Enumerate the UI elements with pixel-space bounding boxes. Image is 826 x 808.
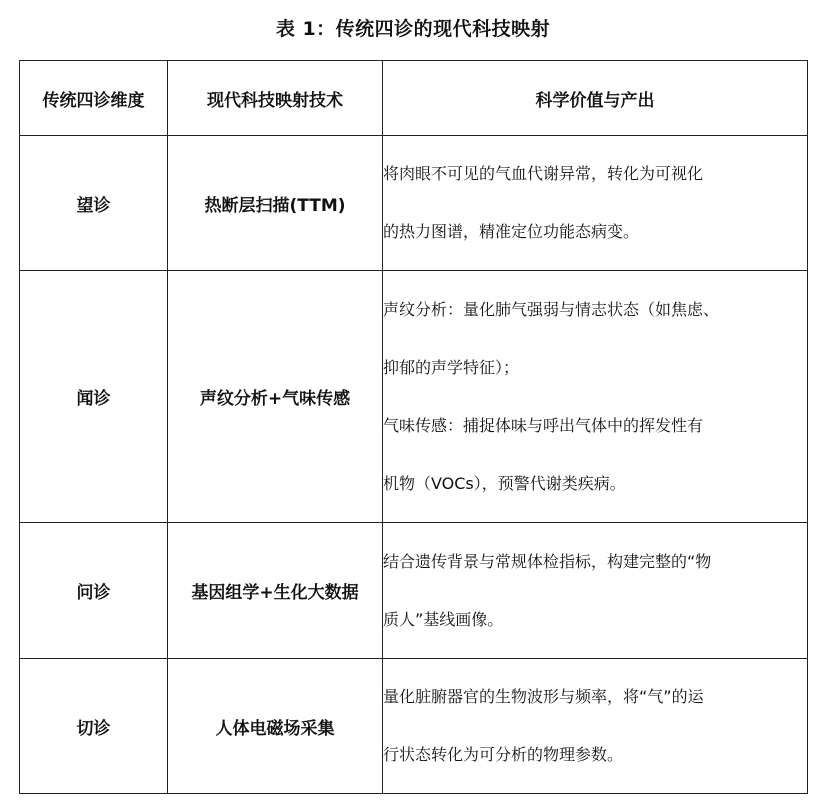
dimension-cell: 问诊 — [20, 523, 168, 659]
technology-cell: 基因组学+生化大数据 — [168, 523, 383, 659]
value-line: 质人”基线画像。 — [383, 609, 504, 629]
header-technology: 现代科技映射技术 — [168, 61, 383, 136]
table-header-row — [20, 61, 808, 136]
table-row — [20, 523, 808, 659]
value-line: 结合遗传背景与常规体检指标，构建完整的“物 — [383, 551, 712, 571]
value-line: 机物（VOCs），预警代谢类疾病。 — [383, 473, 626, 493]
technology-cell: 热断层扫描(TTM) — [168, 136, 383, 271]
value-line: 声纹分析：量化肺气强弱与情志状态（如焦虑、 — [383, 299, 720, 319]
dimension-cell: 闻诊 — [20, 271, 168, 523]
value-cell — [383, 659, 808, 794]
value-line: 量化脏腑器官的生物波形与频率，将“气”的运 — [383, 687, 704, 706]
technology-cell: 声纹分析+气味传感 — [168, 271, 383, 523]
value-line: 将肉眼不可见的气血代谢异常，转化为可视化 — [383, 164, 704, 183]
value-cell — [383, 523, 808, 659]
value-line: 行状态转化为可分析的物理参数。 — [383, 745, 624, 764]
table-caption: 表 1：传统四诊的现代科技映射 — [275, 18, 551, 40]
value-line: 抑郁的声学特征）； — [383, 357, 520, 377]
dimension-cell: 望诊 — [20, 136, 168, 271]
table-row — [20, 659, 808, 794]
technology-cell: 人体电磁场采集 — [168, 659, 383, 794]
value-cell — [383, 136, 808, 271]
value-line: 气味传感：捕捉体味与呼出气体中的挥发性有 — [383, 415, 704, 435]
value-line: 的热力图谱，精准定位功能态病变。 — [383, 222, 640, 241]
header-value: 科学价值与产出 — [383, 61, 808, 136]
diagnosis-mapping-table — [19, 60, 808, 794]
header-dimension: 传统四诊维度 — [20, 61, 168, 136]
dimension-cell: 切诊 — [20, 659, 168, 794]
table-row — [20, 136, 808, 271]
table-row — [20, 271, 808, 523]
value-cell — [383, 271, 808, 523]
